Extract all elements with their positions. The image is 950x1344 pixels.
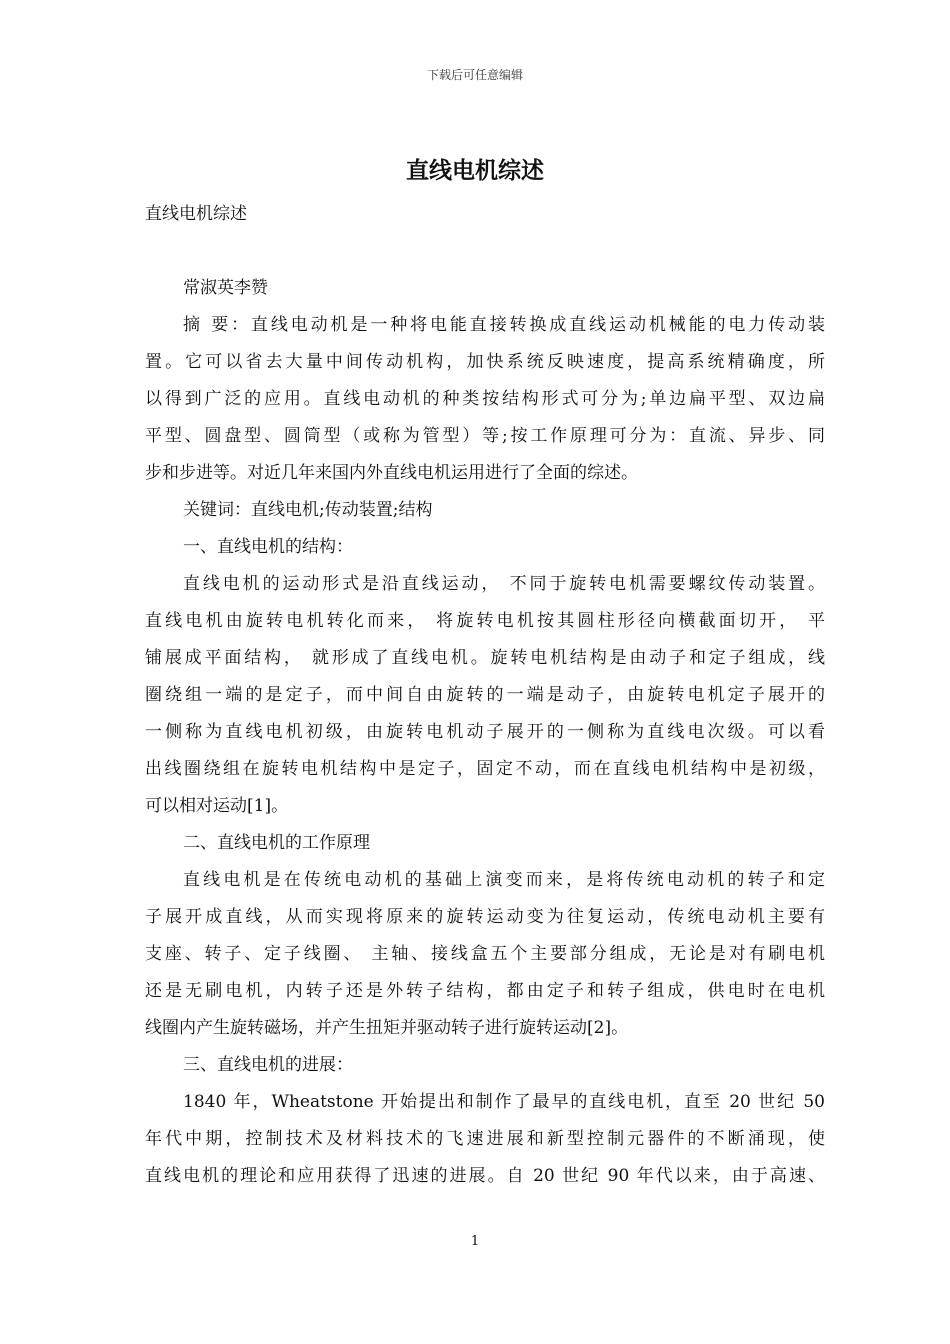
paragraph-line: 线圈内产生旋转磁场，并产生扭矩并驱动转子进行旋转运动[2]。 (145, 1018, 629, 1038)
keywords: 关键词：直线电机;传动装置;结构 (183, 500, 433, 520)
paragraph-line: 可以相对运动[1]。 (145, 796, 289, 816)
paragraph-line: 圈绕组一端的是定子，而中间自由旋转的一端是动子，由旋转电机定子展开的 (145, 685, 825, 705)
abstract-line: 步和步进等。对近几年来国内外直线电机运用进行了全面的综述。 (145, 463, 638, 483)
section-paragraph (145, 566, 825, 825)
section-heading: 二、直线电机的工作原理 (183, 833, 370, 853)
page-number: 1 (470, 1234, 480, 1249)
document-body (145, 196, 825, 1195)
paragraph-line: 直线电机由旋转电机转化而来， 将旋转电机按其圆柱形径向横截面切开， 平 (145, 611, 825, 631)
section-heading: 三、直线电机的进展： (183, 1055, 353, 1075)
document-subtitle: 直线电机综述 (145, 204, 247, 224)
section-paragraph (145, 1084, 825, 1195)
abstract-line: 置。它可以省去大量中间传动机构，加快系统反映速度，提高系统精确度，所 (145, 352, 825, 372)
abstract-line: 平型、圆盘型、圆筒型（或称为管型）等;按工作原理可分为：直流、异步、同 (145, 426, 825, 446)
paragraph-line: 直线电机是在传统电动机的基础上演变而来，是将传统电动机的转子和定 (183, 870, 825, 890)
abstract (145, 307, 825, 492)
paragraph-line: 一侧称为直线电机初级，由旋转电机动子展开的一侧称为直线电次级。可以看 (145, 722, 825, 742)
paragraph-line: 子展开成直线，从而实现将原来的旋转运动变为往复运动，传统电动机主要有 (145, 907, 825, 927)
paragraph-line: 1840 年，Wheatstone 开始提出和制作了最早的直线电机，直至 20 世纪 50 (183, 1092, 825, 1112)
page-header: 下载后可任意编辑 (426, 68, 523, 82)
paragraph-line: 出线圈绕组在旋转电机结构中是定子，固定不动，而在直线电机结构中是初级， (145, 759, 825, 779)
abstract-line: 以得到广泛的应用。直线电动机的种类按结构形式可分为;单边扁平型、双边扁 (145, 389, 825, 409)
paragraph-line: 年代中期，控制技术及材料技术的飞速进展和新型控制元器件的不断涌现，使 (145, 1129, 825, 1149)
paragraph-line: 还是无刷电机，内转子还是外转子结构，都由定子和转子组成，供电时在电机 (145, 981, 825, 1001)
paragraph-line: 直线电机的理论和应用获得了迅速的进展。自 20 世纪 90 年代以来，由于高速、 (145, 1166, 825, 1186)
abstract-line: 摘 要：直线电动机是一种将电能直接转换成直线运动机械能的电力传动装 (183, 315, 825, 335)
paragraph-line: 支座、转子、定子线圈、 主轴、接线盒五个主要部分组成，无论是对有刷电机 (145, 944, 825, 964)
paragraph-line: 直线电机的运动形式是沿直线运动， 不同于旋转电机需要螺纹传动装置。 (183, 574, 825, 594)
section-heading: 一、直线电机的结构： (183, 537, 353, 557)
document-title: 直线电机综述 (406, 158, 544, 184)
paragraph-line: 铺展成平面结构， 就形成了直线电机。旋转电机结构是由动子和定子组成，线 (145, 648, 825, 668)
section-paragraph (145, 862, 825, 1047)
blank-line (145, 233, 825, 270)
authors: 常淑英李赞 (183, 278, 268, 298)
